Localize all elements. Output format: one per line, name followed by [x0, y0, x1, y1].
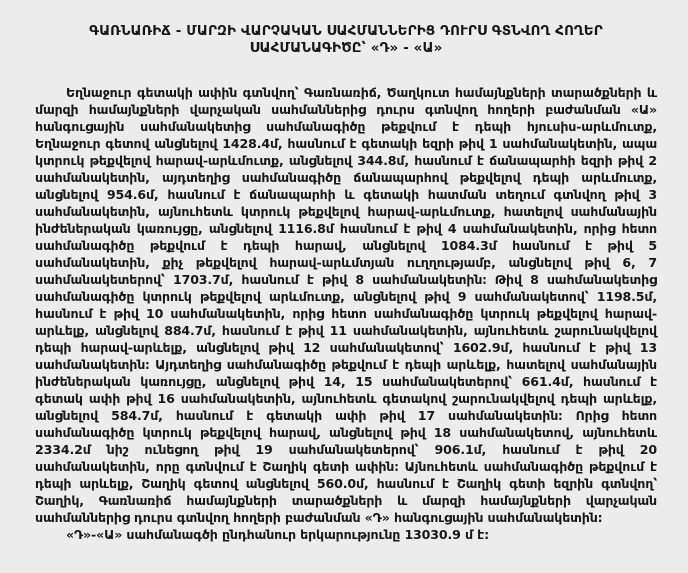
document-body [35, 84, 657, 543]
boundary-description-paragraph: Եղնաջուր գետակի ափին գտնվող՝ Գառնառիճ, Ծաղկուտ համայնքների տարածքների և մարզի համայնքների վարչական սահմաններից դուրս գտնվող հողերի բաժանման «Ա» հանգուցային սահմանակետից սահմանագիծը թեքվում է դեպի հյուսիս-արևմուտք, Եղնաջուր գետով անցնելով 1428.4մ, հասնում է գետակի եզրի թիվ 1 սահմանակետին, ապա կտրուկ թեքվելով հարավ-արևմուտք, անցնելով 344.8մ, հասնում է ճանապարհի եզրի թիվ 2 սահմանակետին, այդտեղից սահմանագիծը ճանապարհով թեքվելով դեպի արևմուտք, անցնելով 954.6մ, հասնում է ճանապարհի և գետակի հատման տեղում գտնվող թիվ 3 սահմանակետին, այնուհետև կտրուկ թեքվելով հարավ-արևմուտք, հատելով սահմանային ինժեներական կառույցը, անցնելով 1116.8մ հասնում է թիվ 4 սահմանակետին, որից հետո սահմանագիծը թեքվում է դեպի հարավ, անցնելով 1084.3մ հասնում է թիվ 5 սահմանակետին, քիչ թեքվելով հարավ-արևմտյան ուղղությամբ, անցնելով թիվ 6, 7 սահմանակետերով՝ 1703.7մ, հասնում է թիվ 8 սահմանակետին։ Թիվ 8 սահմանակետից սահմանագիծը կտրուկ թեքվելով արևմուտք, անցնելով թիվ 9 սահմանակետով՝ 1198.5մ, հասնում է թիվ 10 սահմանակետին, որից հետո սահմանագիծը կտրուկ թեքվելով հարավ-արևելք, անցնելով 884.7մ, հասնում է թիվ 11 սահմանակետին, այնուհետև շարունակվելով դեպի հարավ-արևելք, անցնելով թիվ 12 սահմանակետով՝ 1602.9մ, հասնում է թիվ 13 սահմանակետին։ Այդտեղից սահմանագիծը թեքվում է դեպի արևելք, հատելով սահմանային ինժեներական կառույցը, անցնելով թիվ 14, 15 սահմանակետերով՝ 661.4մ, հասնում է գետակ ափի թիվ 16 սահմանակետին, այնուհետև գետակով շարունակվելով դեպի արևելք, անցնելով 584.7մ, հասնում է գետակի ափի թիվ 17 սահմանակետին։ Որից հետո սահմանագիծը կտրուկ թեքվելով հարավ, անցնելով թիվ 18 սահմանակետով, այնուհետև 2334.2մ նիշ ունեցող թիվ 19 սահմանակետերով՝ 906.1մ, հասնում է թիվ 20 սահմանակետին, որը գտնվում է Շաղիկ գետի ափին։ Այնուհետև սահմանագիծը թեքվում է դեպի արևելք, Շաղիկ գետով անցնելով 560.0մ, հասնում է Շաղիկ գետի եզրին գտնվող՝ Շաղիկ, Գառնառիճ համայնքների տարածքների և մարզի համայնքների վարչական սահմաններից դուրս գտնվող հողերի բաժանման «Դ» հանգուցային սահմանակետին: [35, 85, 657, 525]
total-length-paragraph: «Դ»-«Ա» սահմանագծի ընդհանուր երկարությունը 13030.9 մ է: [66, 527, 490, 542]
document-title-line1: ԳԱՌՆԱՌԻՃ - ՄԱՐԶԻ ՎԱՐՉԱԿԱՆ ՍԱՀՄԱՆՆԵՐԻՑ ԴՈՒՐՍ ԳՏՆՎՈՂ ՀՈՂԵՐ [89, 23, 603, 39]
document-title [35, 23, 657, 57]
document-title-line2: ՍԱՀՄԱՆԱԳԻԾԸ՝ «Դ» - «Ա» [249, 40, 443, 56]
